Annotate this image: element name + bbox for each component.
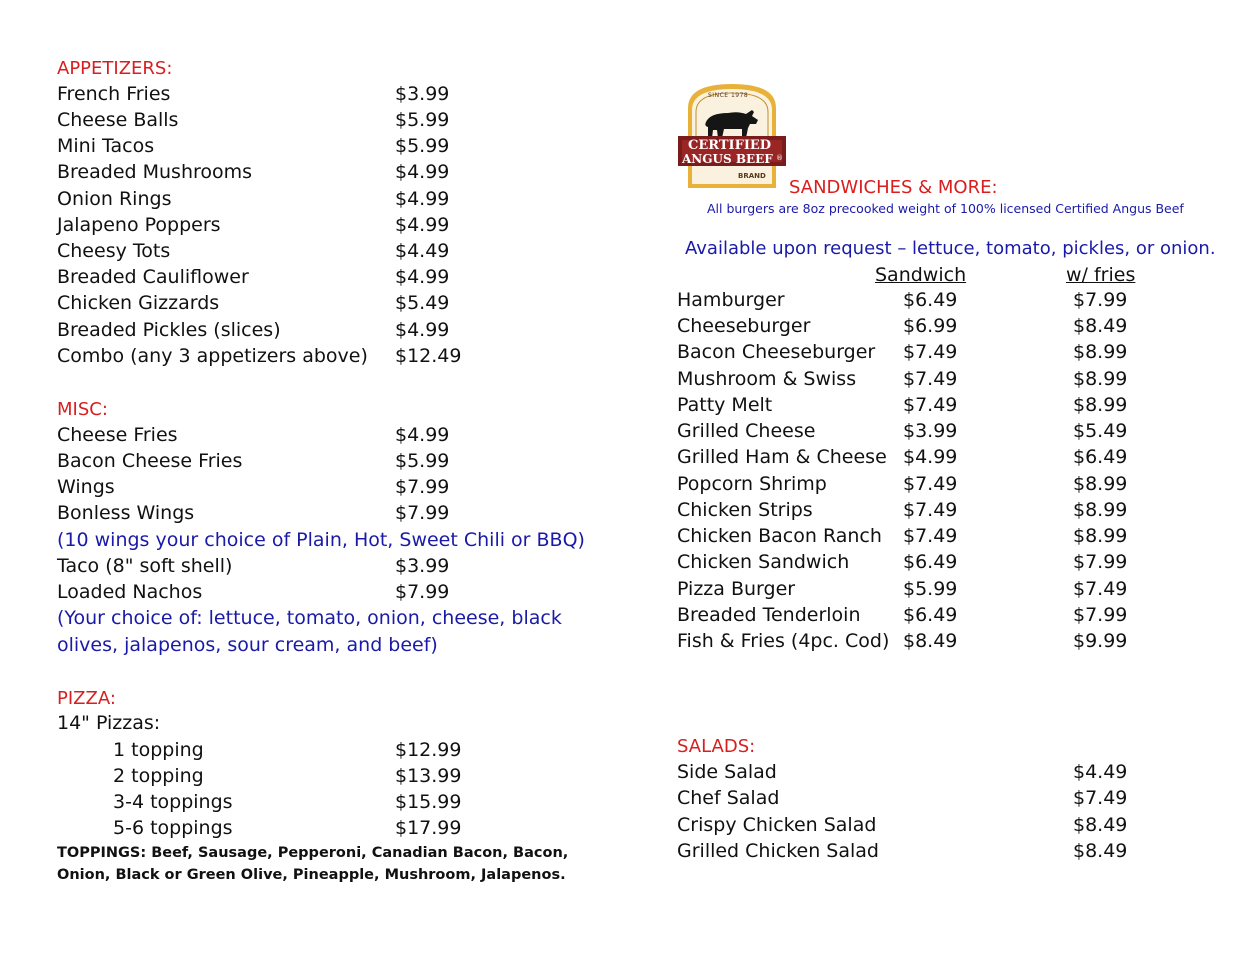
with-fries-price: $8.99 xyxy=(1073,368,1128,390)
sandwich-price: $7.49 xyxy=(903,499,958,521)
with-fries-price: $8.99 xyxy=(1073,525,1128,547)
menu-item-price: $12.49 xyxy=(395,345,462,367)
with-fries-price: $8.99 xyxy=(1073,473,1128,495)
sandwich-price: $6.49 xyxy=(903,289,958,311)
pizza-size-label: 14" Pizzas: xyxy=(57,712,161,734)
menu-item-name: Hamburger xyxy=(677,289,785,311)
toppings-line1: TOPPINGS: Beef, Sausage, Pepperoni, Canadian Bacon, Bacon, xyxy=(57,845,569,861)
menu-item-name: 2 topping xyxy=(113,765,204,787)
menu-item-name: Cheesy Tots xyxy=(57,240,171,262)
with-fries-price: $6.49 xyxy=(1073,446,1128,468)
menu-item-price: $4.49 xyxy=(395,240,450,262)
menu-item-name: French Fries xyxy=(57,83,171,105)
menu-item-price: $4.99 xyxy=(395,188,450,210)
menu-item-name: Jalapeno Poppers xyxy=(57,214,221,236)
sandwich-price: $3.99 xyxy=(903,420,958,442)
menu-item-price: $4.49 xyxy=(1073,761,1128,783)
menu-item-name: Crispy Chicken Salad xyxy=(677,814,877,836)
menu-item-price: $7.99 xyxy=(395,581,450,603)
logo-reg: ® xyxy=(776,154,783,162)
menu-item-price: $4.99 xyxy=(395,214,450,236)
menu-item-name: Breaded Cauliflower xyxy=(57,266,249,288)
menu-item-name: Breaded Pickles (slices) xyxy=(57,319,281,341)
appetizers-heading: APPETIZERS: xyxy=(57,58,173,79)
menu-item-name: Cheeseburger xyxy=(677,315,811,337)
sandwich-price: $7.49 xyxy=(903,341,958,363)
nachos-note-line1: (Your choice of: lettuce, tomato, onion, cheese, black xyxy=(57,607,562,629)
with-fries-price: $8.99 xyxy=(1073,394,1128,416)
with-fries-price: $8.49 xyxy=(1073,315,1128,337)
menu-item-name: 1 topping xyxy=(113,739,204,761)
sandwich-price: $6.99 xyxy=(903,315,958,337)
menu-item-name: Bacon Cheese Fries xyxy=(57,450,243,472)
menu-item-price: $3.99 xyxy=(395,555,450,577)
sandwich-price: $8.49 xyxy=(903,630,958,652)
menu-item-name: Combo (any 3 appetizers above) xyxy=(57,345,368,367)
menu-item-name: 5-6 toppings xyxy=(113,817,233,839)
with-fries-price: $8.99 xyxy=(1073,499,1128,521)
menu-item-name: Onion Rings xyxy=(57,188,172,210)
menu-item-price: $4.99 xyxy=(395,266,450,288)
menu-item-name: Fish & Fries (4pc. Cod) xyxy=(677,630,890,652)
menu-item-name: Grilled Chicken Salad xyxy=(677,840,879,862)
menu-item-name: 3-4 toppings xyxy=(113,791,233,813)
menu-item-name: Taco (8" soft shell) xyxy=(57,555,233,577)
column-header-fries: w/ fries xyxy=(1066,264,1136,286)
pizza-heading: PIZZA: xyxy=(57,688,116,709)
menu-item-name: Chicken Bacon Ranch xyxy=(677,525,882,547)
with-fries-price: $5.49 xyxy=(1073,420,1128,442)
salads-heading: SALADS: xyxy=(677,736,756,757)
sandwich-price: $4.99 xyxy=(903,446,958,468)
burger-subtitle: All burgers are 8oz precooked weight of 100% licensed Certified Angus Beef xyxy=(707,201,1184,216)
menu-item-price: $8.49 xyxy=(1073,840,1128,862)
logo-line1: CERTIFIED xyxy=(688,138,772,153)
menu-item-price: $5.99 xyxy=(395,135,450,157)
menu-item-name: Mushroom & Swiss xyxy=(677,368,857,390)
with-fries-price: $7.99 xyxy=(1073,551,1128,573)
menu-item-price: $15.99 xyxy=(395,791,462,813)
menu-item-name: Mini Tacos xyxy=(57,135,155,157)
logo-line2: ANGUS BEEF xyxy=(682,152,773,166)
menu-item-name: Popcorn Shrimp xyxy=(677,473,827,495)
menu-item-price: $5.49 xyxy=(395,292,450,314)
sandwich-price: $6.49 xyxy=(903,604,958,626)
column-header-sandwich: Sandwich xyxy=(875,264,967,286)
menu-item-name: Breaded Mushrooms xyxy=(57,161,253,183)
menu-item-name: Loaded Nachos xyxy=(57,581,203,603)
menu-item-price: $4.99 xyxy=(395,319,450,341)
menu-item-price: $12.99 xyxy=(395,739,462,761)
menu-item-name: Chef Salad xyxy=(677,787,780,809)
menu-item-price: $4.99 xyxy=(395,424,450,446)
menu-item-name: Grilled Ham & Cheese xyxy=(677,446,887,468)
menu-item-name: Patty Melt xyxy=(677,394,773,416)
sandwich-price: $7.49 xyxy=(903,394,958,416)
certified-angus-beef-logo xyxy=(676,80,788,192)
toppings-line2: Onion, Black or Green Olive, Pineapple, Mushroom, Jalapenos. xyxy=(57,867,566,883)
menu-item-price: $7.99 xyxy=(395,502,450,524)
menu-item-name: Cheese Fries xyxy=(57,424,178,446)
menu-item-name: Chicken Gizzards xyxy=(57,292,220,314)
with-fries-price: $7.99 xyxy=(1073,289,1128,311)
misc-heading: MISC: xyxy=(57,399,108,420)
request-note: Available upon request – lettuce, tomato, pickles, or onion. xyxy=(685,238,1216,259)
menu-item-price: $17.99 xyxy=(395,817,462,839)
logo-since: SINCE 1978 xyxy=(708,92,749,99)
nachos-note-line2: olives, jalapenos, sour cream, and beef) xyxy=(57,634,438,656)
sandwich-price: $6.49 xyxy=(903,551,958,573)
menu-item-name: Side Salad xyxy=(677,761,777,783)
menu-item-price: $7.49 xyxy=(1073,787,1128,809)
sandwiches-heading: SANDWICHES & MORE: xyxy=(789,177,998,198)
menu-item-name: Bacon Cheeseburger xyxy=(677,341,876,363)
menu-item-name: Cheese Balls xyxy=(57,109,179,131)
menu-item-name: Grilled Cheese xyxy=(677,420,816,442)
menu-item-price: $13.99 xyxy=(395,765,462,787)
menu-item-price: $4.99 xyxy=(395,161,450,183)
with-fries-price: $8.99 xyxy=(1073,341,1128,363)
sandwich-price: $7.49 xyxy=(903,368,958,390)
menu-item-name: Wings xyxy=(57,476,115,498)
menu-item-price: $3.99 xyxy=(395,83,450,105)
with-fries-price: $7.99 xyxy=(1073,604,1128,626)
wings-note: (10 wings your choice of Plain, Hot, Sweet Chili or BBQ) xyxy=(57,529,585,551)
menu-item-name: Bonless Wings xyxy=(57,502,195,524)
logo-brand: BRAND xyxy=(738,172,766,180)
menu-item-name: Breaded Tenderloin xyxy=(677,604,861,626)
sandwich-price: $7.49 xyxy=(903,473,958,495)
menu-item-price: $7.99 xyxy=(395,476,450,498)
menu-item-price: $5.99 xyxy=(395,450,450,472)
menu-item-price: $8.49 xyxy=(1073,814,1128,836)
menu-item-name: Chicken Sandwich xyxy=(677,551,850,573)
menu-item-name: Pizza Burger xyxy=(677,578,796,600)
menu-item-name: Chicken Strips xyxy=(677,499,813,521)
sandwich-price: $7.49 xyxy=(903,525,958,547)
with-fries-price: $7.49 xyxy=(1073,578,1128,600)
menu-item-price: $5.99 xyxy=(395,109,450,131)
sandwich-price: $5.99 xyxy=(903,578,958,600)
with-fries-price: $9.99 xyxy=(1073,630,1128,652)
